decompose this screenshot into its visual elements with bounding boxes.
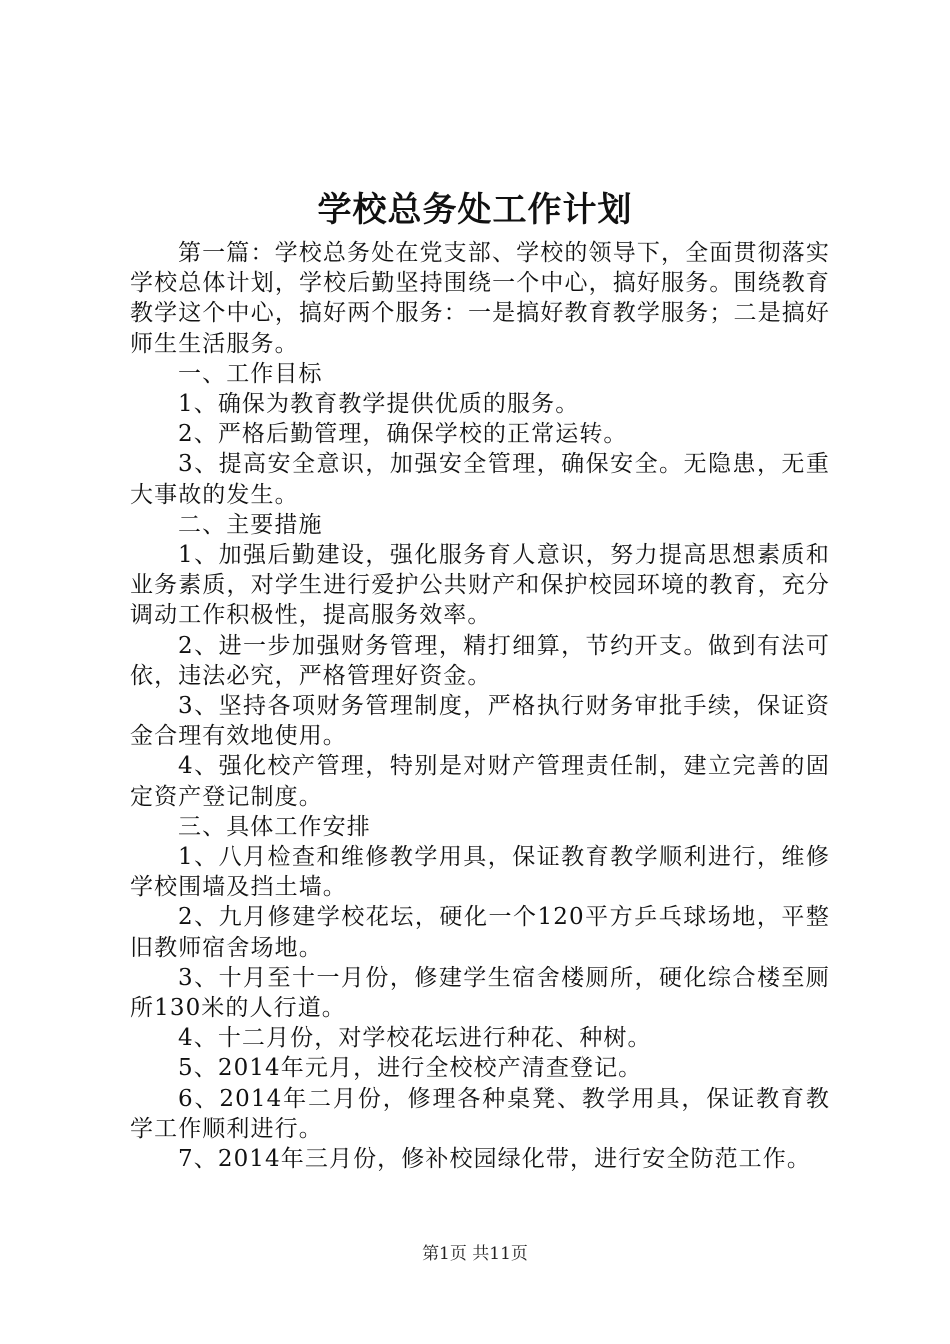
schedule-item: 4、十二月份，对学校花坛进行种花、种树。: [178, 1025, 652, 1052]
measure-item: 3、坚持各项财务管理制度，严格执行财务审批手续，保证资金合理有效地使用。: [130, 693, 830, 750]
schedule-item: 1、八月检查和维修教学用具，保证教育教学顺利进行，维修学校围墙及挡土墙。: [130, 844, 830, 901]
measure-item: 4、强化校产管理，特别是对财产管理责任制，建立完善的固定资产登记制度。: [130, 753, 830, 810]
section-heading-schedule: 三、具体工作安排: [178, 813, 371, 840]
goal-item: 1、确保为教育教学提供优质的服务。: [178, 391, 580, 418]
document-body: [130, 238, 830, 1174]
schedule-item: 3、十月至十一月份，修建学生宿舍楼厕所，硬化综合楼至厕所130米的人行道。: [130, 964, 830, 1022]
goal-item: 3、提高安全意识，加强安全管理，确保安全。无隐患，无重大事故的发生。: [130, 451, 830, 508]
section-heading-goals: 一、工作目标: [178, 360, 323, 387]
schedule-item: 7、2014年三月份，修补校园绿化带，进行安全防范工作。: [178, 1146, 811, 1173]
goal-item: 2、严格后勤管理，确保学校的正常运转。: [178, 421, 628, 448]
schedule-item: 2、九月修建学校花坛，硬化一个120平方乒乓球场地，平整旧教师宿舍场地。: [130, 904, 830, 961]
intro-paragraph: 第一篇：学校总务处在党支部、学校的领导下，全面贯彻落实学校总体计划，学校后勤坚持围绕一个中心，搞好服务。围绕教育教学这个中心，搞好两个服务：一是搞好教育教学服务；二是搞好师生生活服务。: [130, 240, 830, 357]
measure-item: 2、进一步加强财务管理，精打细算，节约开支。做到有法可依，违法必究，严格管理好资金。: [130, 632, 830, 689]
section-heading-measures: 二、主要措施: [178, 511, 323, 538]
measure-item: 1、加强后勤建设，强化服务育人意识，努力提高思想素质和业务素质，对学生进行爱护公共财产和保护校园环境的教育，充分调动工作积极性，提高服务效率。: [130, 542, 830, 629]
page-footer: 第1页 共11页: [422, 1244, 528, 1264]
schedule-item: 6、2014年二月份，修理各种桌凳、教学用具，保证教育教学工作顺利进行。: [130, 1085, 830, 1142]
document-title: 学校总务处工作计划: [317, 190, 633, 230]
schedule-item: 5、2014年元月，进行全校校产清查登记。: [178, 1055, 643, 1082]
